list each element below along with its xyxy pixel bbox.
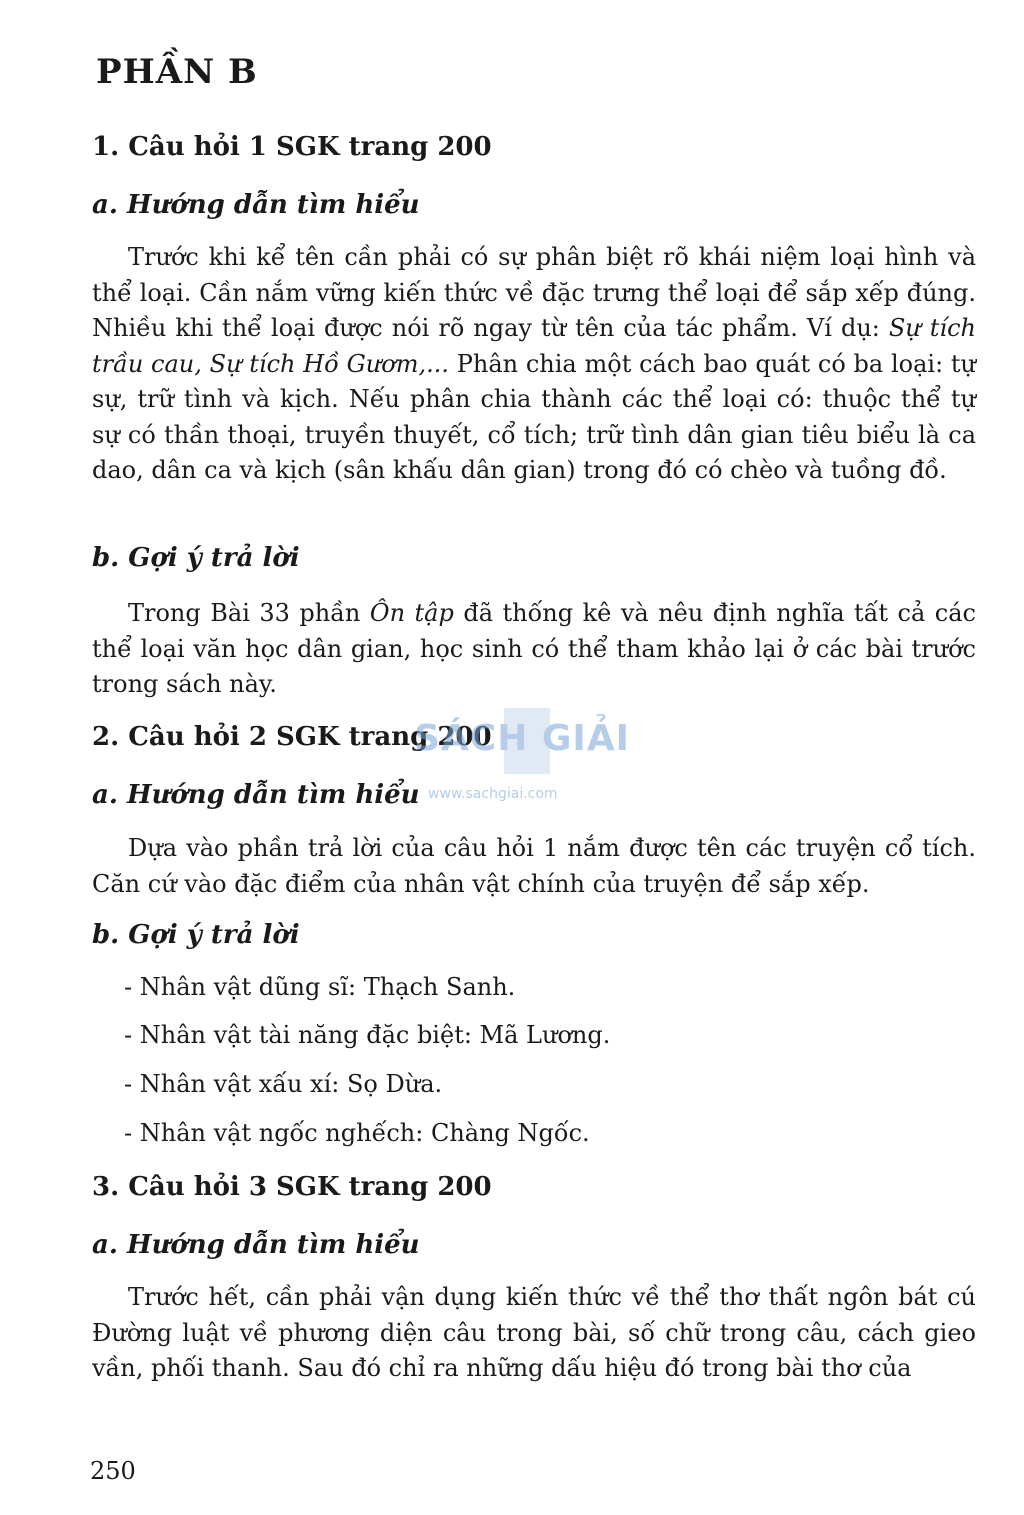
section-2-title: 2. Câu hỏi 2 SGK trang 200 (92, 722, 492, 752)
section-1-title: 1. Câu hỏi 1 SGK trang 200 (92, 132, 492, 162)
watermark-url: www.sachgiai.com (428, 786, 558, 802)
section-1-answer-paragraph (92, 596, 976, 703)
guide-text-story-titles: Sự tích trầu cau, Sự tích Hồ Gươm,... (92, 314, 976, 378)
section-1-guide-title: a. Hướng dẫn tìm hiểu (92, 190, 420, 220)
section-3-title: 3. Câu hỏi 3 SGK trang 200 (92, 1172, 492, 1202)
section-3-guide-paragraph: Trước hết, cần phải vận dụng kiến thức về thể thơ thất ngôn bát cú Đường luật về phương diện câu trong bài, số chữ trong câu, cách gieo vần, phối thanh. Sau đó chỉ ra những dấu hiệu đó trong bài thơ của (92, 1283, 976, 1382)
section-1-answer-title: b. Gợi ý trả lời (92, 543, 300, 573)
section-2-guide-paragraph: Dựa vào phần trả lời của câu hỏi 1 nắm được tên các truyện cổ tích. Căn cứ vào đặc điểm của nhân vật chính của truyện để sắp xếp. (92, 834, 976, 898)
page-number: 250 (90, 1457, 136, 1485)
section-3-guide-title: a. Hướng dẫn tìm hiểu (92, 1230, 420, 1260)
guide-text-part-2: Phân chia một cách bao quát có ba loại: tự sự, trữ tình và kịch. Nếu phân chia thành các thể loại có: thuộc thể tự sự có thần thoại, truyền thuyết, cổ tích; trữ tình dân gian tiêu biểu là ca dao, dân ca và kịch (sân khấu dân gian) trong đó có chèo và tuồng đồ. (92, 349, 977, 484)
answer-text-review-title: Ôn tập (369, 599, 454, 627)
guide-text-part-1: Trước khi kể tên cần phải có sự phân biệt rõ khái niệm loại hình và thể loại. Cần nắm vững kiến thức về đặc trưng thể loại để sắp xếp đúng. Nhiều khi thể loại được nói rõ ngay từ tên của tác phẩm. Ví dụ: (92, 243, 976, 342)
section-2-answer-title: b. Gợi ý trả lời (92, 920, 300, 950)
bullet-item: - Nhân vật tài năng đặc biệt: Mã Lương. (124, 1021, 611, 1049)
section-2-guide-title: a. Hướng dẫn tìm hiểu (92, 780, 420, 810)
section-1-guide-paragraph (92, 240, 976, 489)
watermark-logo-text: SÁCH GIẢI (414, 718, 631, 759)
bullet-item: - Nhân vật ngốc nghếch: Chàng Ngốc. (124, 1119, 590, 1147)
answer-text-part-2: đã thống kê và nêu định nghĩa tất cả các thể loại văn học dân gian, học sinh có thể tham khảo lại ở các bài trước trong sách này. (92, 599, 976, 698)
bullet-item: - Nhân vật xấu xí: Sọ Dừa. (124, 1070, 443, 1098)
answer-text-part-1: Trong Bài 33 phần (128, 599, 370, 627)
bullet-item: - Nhân vật dũng sĩ: Thạch Sanh. (124, 973, 516, 1001)
part-title: PHẦN B (96, 52, 258, 92)
sachgiai-watermark (414, 708, 631, 808)
